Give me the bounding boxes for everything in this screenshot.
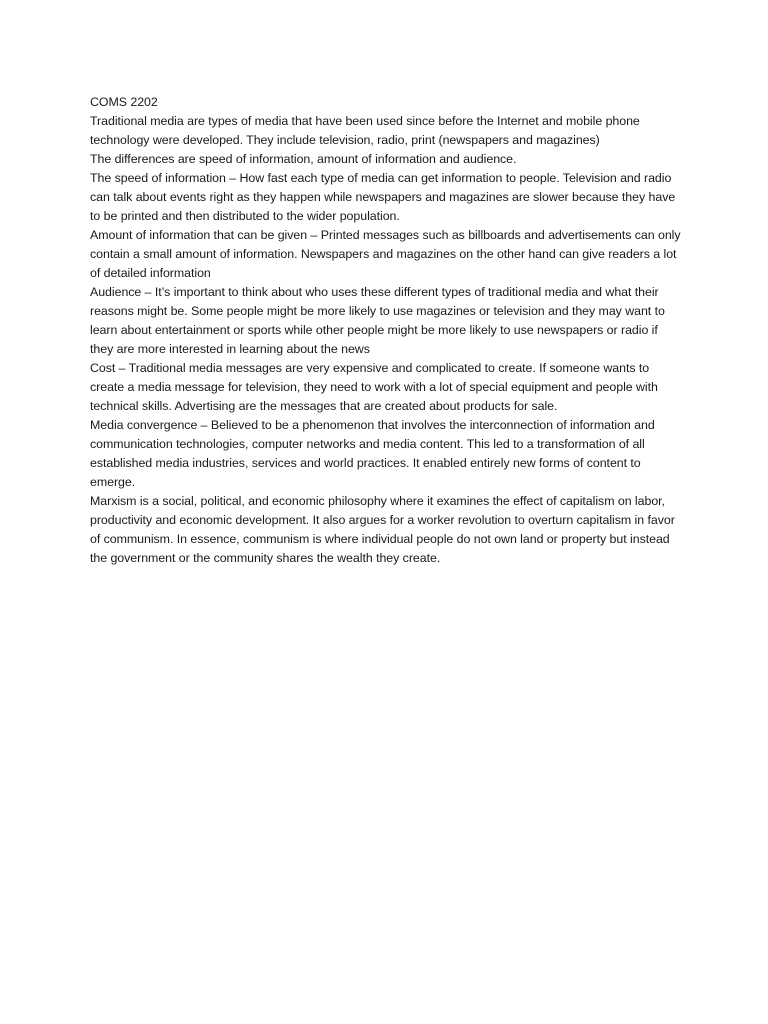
document-body	[90, 93, 682, 568]
paragraph-differences: The differences are speed of information, amount of information and audience.	[90, 152, 517, 166]
paragraph-marxism: Marxism is a social, political, and economic philosophy where it examines the effect of capitalism on labor, productivity and economic development. It also argues for a worker revolution to overturn capitalism in favor of communism. In essence, communism is where individual people do not own land or property but instead the government or the community shares the wealth they create.	[90, 494, 675, 565]
paragraph-speed-of-information: The speed of information – How fast each type of media can get information to people. Television and radio can talk about events right as they happen while newspapers and magazines are slower because they have to be printed and then distributed to the wider population.	[90, 171, 676, 223]
paragraph-audience: Audience – It’s important to think about who uses these different types of traditional media and what their reasons might be. Some people might be more likely to use magazines or television and they may want to learn about entertainment or sports while other people might be more likely to use newspapers or radio if they are more interested in learning about the news	[90, 285, 665, 356]
paragraph-traditional-media: Traditional media are types of media that have been used since before the Internet and mobile phone technology were developed. They include television, radio, print (newspapers and magazines)	[90, 114, 640, 147]
paragraph-media-convergence: Media convergence – Believed to be a phenomenon that involves the interconnection of information and communication technologies, computer networks and media content. This led to a transformation of all established media industries, services and world practices. It enabled entirely new forms of content to emerge.	[90, 418, 655, 489]
course-code-heading: COMS 2202	[90, 95, 158, 109]
paragraph-cost: Cost – Traditional media messages are very expensive and complicated to create. If someone wants to create a media message for television, they need to work with a lot of special equipment and people with technical skills. Advertising are the messages that are created about products for sale.	[90, 361, 658, 413]
paragraph-amount-of-information: Amount of information that can be given – Printed messages such as billboards and advertisements can only contain a small amount of information. Newspapers and magazines on the other hand can give readers a lot of detailed information	[90, 228, 681, 280]
